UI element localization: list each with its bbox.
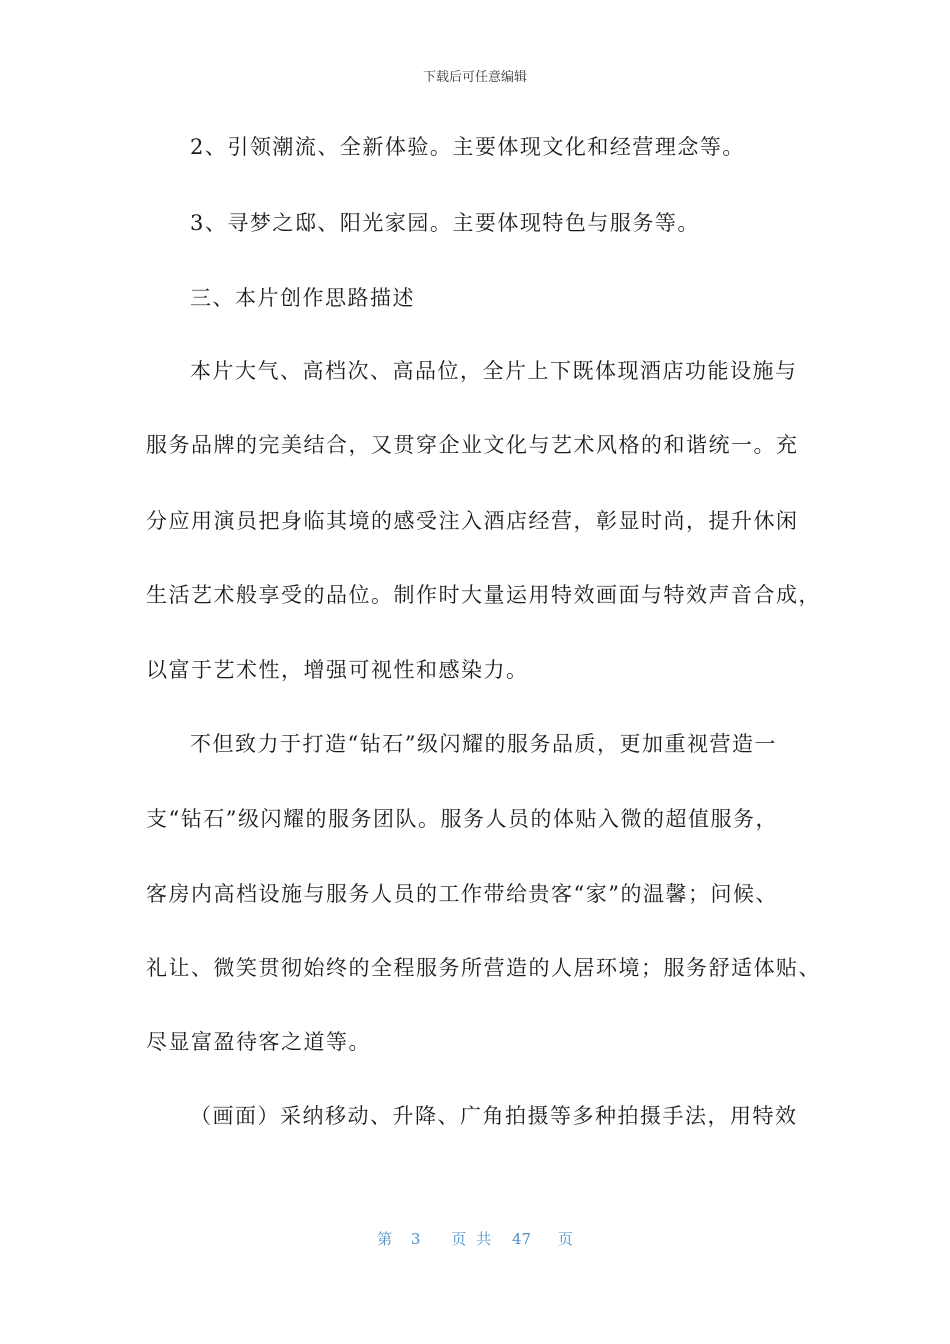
paragraph-line: 礼让、微笑贯彻始终的全程服务所营造的人居环境；服务舒适体贴、 <box>146 956 821 980</box>
paragraph-line: 不但致力于打造“钻石”级闪耀的服务品质，更加重视营造一 <box>190 732 777 756</box>
paragraph-line: 2、引领潮流、全新体验。主要体现文化和经营理念等。 <box>190 135 745 159</box>
paragraph-line: 本片大气、高档次、高品位，全片上下既体现酒店功能设施与 <box>190 359 798 383</box>
paragraph-line: 客房内高档设施与服务人员的工作带给贵客“家”的温馨；问候、 <box>146 882 778 906</box>
paragraph-line: 3、寻梦之邸、阳光家园。主要体现特色与服务等。 <box>190 211 700 235</box>
paragraph-line: 分应用演员把身临其境的感受注入酒店经营，彰显时尚，提升休闲 <box>146 509 799 533</box>
current-page-number: 3 <box>410 1230 421 1248</box>
page-footer <box>0 1228 950 1249</box>
section-heading: 三、本片创作思路描述 <box>190 286 415 310</box>
paragraph-line: 服务品牌的完美结合，又贯穿企业文化与艺术风格的和谐统一。充 <box>146 433 799 457</box>
footer-middle: 页共 <box>451 1230 502 1248</box>
page-header: 下载后可任意编辑 <box>422 70 527 85</box>
paragraph-line: 生活艺术般享受的品位。制作时大量运用特效画面与特效声音合成， <box>146 583 821 607</box>
paragraph-line: 支“钻石”级闪耀的服务团队。服务人员的体贴入微的超值服务， <box>146 807 778 831</box>
footer-prefix: 第 <box>377 1230 393 1248</box>
total-pages-number: 47 <box>512 1230 532 1248</box>
paragraph-line: 尽显富盈待客之道等。 <box>146 1030 371 1054</box>
paragraph-line: 以富于艺术性，增强可视性和感染力。 <box>146 658 529 682</box>
footer-suffix: 页 <box>557 1230 573 1248</box>
paragraph-line: （画面）采纳移动、升降、广角拍摄等多种拍摄手法，用特效 <box>190 1104 798 1128</box>
